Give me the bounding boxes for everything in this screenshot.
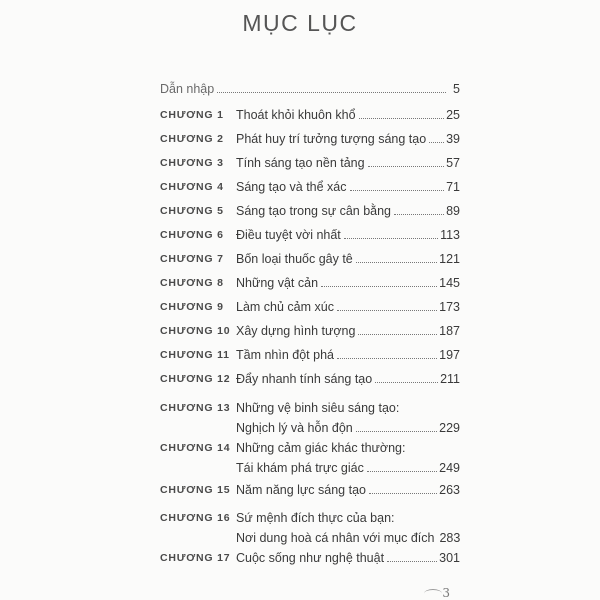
toc-entry-line: [160, 79, 460, 99]
leader-dots: [358, 333, 437, 335]
toc-entry-body: [160, 79, 460, 99]
leader-dots: [217, 91, 446, 93]
page-folio: 3: [442, 586, 450, 600]
toc-entry-title: Tính sáng tạo nền tảng: [236, 156, 365, 170]
toc-entry-chapter: [160, 249, 460, 269]
toc-page-number: 211: [440, 372, 460, 386]
toc-entry-chapter: [160, 129, 460, 149]
toc-entry-line: [236, 418, 460, 438]
toc-page-number: 25: [446, 108, 460, 122]
toc-entry-chapter: [160, 345, 460, 365]
chapter-label: CHƯƠNG 5: [160, 205, 224, 217]
chapter-label: CHƯƠNG 9: [160, 301, 224, 313]
toc-page-number: 301: [439, 551, 460, 565]
leader-dots: [394, 213, 444, 215]
toc-page-number: 39: [446, 132, 460, 146]
toc-entry-title: Xây dựng hình tượng: [236, 324, 356, 338]
leader-dots: [359, 117, 445, 119]
toc-entry-title: Phát huy trí tưởng tượng sáng tạo: [236, 132, 427, 146]
toc-entry-line: [236, 508, 460, 528]
toc-entry-title: Đẩy nhanh tính sáng tạo: [236, 372, 373, 386]
toc-entry-chapter: [160, 321, 460, 341]
toc-entry-chapter: [160, 480, 460, 500]
chapter-label: CHƯƠNG 8: [160, 277, 224, 289]
toc-entry-line: [236, 398, 460, 418]
toc-entry-line: [236, 345, 460, 365]
toc-page-number: 229: [439, 421, 460, 435]
toc-entry-intro: [160, 79, 460, 99]
toc-entry-title: Sáng tạo và thể xác: [236, 180, 347, 194]
toc-entry-body: [236, 398, 460, 438]
toc-entry-chapter: [160, 369, 460, 389]
toc-entry-title: Làm chủ cảm xúc: [236, 300, 334, 314]
leader-dots: [337, 357, 437, 359]
toc-entry-line: [236, 458, 460, 478]
toc-page-number: 57: [446, 156, 460, 170]
toc-entry-title: Những vật cản: [236, 276, 319, 290]
chapter-label: CHƯƠNG 13: [160, 402, 231, 414]
toc-entry-title: Những vệ binh siêu sáng tạo:: [236, 401, 400, 415]
chapter-label: CHƯƠNG 6: [160, 229, 224, 241]
toc-entry-line: [236, 548, 460, 568]
toc-page-number: 89: [446, 204, 460, 218]
toc-entry-title: Tầm nhìn đột phá: [236, 348, 334, 362]
toc-entry-body: [236, 177, 460, 197]
chapter-label: CHƯƠNG 4: [160, 181, 224, 193]
toc-entry-body: [236, 438, 460, 478]
toc-entry-line: [236, 129, 460, 149]
toc-entry-line: [236, 249, 460, 269]
toc-entry-chapter: [160, 273, 460, 293]
toc-entry-body: [236, 105, 460, 125]
leader-dots: [337, 309, 437, 311]
toc-entry-title: Bốn loại thuốc gây tê: [236, 252, 353, 266]
leader-dots: [344, 237, 438, 239]
leader-dots: [429, 141, 444, 143]
toc-entry-title: Sáng tạo trong sự cân bằng: [236, 204, 392, 218]
toc-entry-line: [236, 177, 460, 197]
toc-entry-title: Cuộc sống như nghệ thuật: [236, 551, 385, 565]
toc-page-number: 71: [446, 180, 460, 194]
toc-entry-body: [236, 508, 460, 548]
toc-entry-body: [236, 345, 460, 365]
chapter-label: CHƯƠNG 3: [160, 157, 224, 169]
chapter-label: CHƯƠNG 11: [160, 349, 230, 361]
toc-entry-chapter: [160, 105, 460, 125]
toc-entry-body: [236, 201, 460, 221]
toc-entry-title: Những cảm giác khác thường:: [236, 441, 406, 455]
toc-entry-line: [236, 105, 460, 125]
toc-entry-title: Điều tuyệt vời nhất: [236, 228, 341, 242]
toc-page-number: 283: [439, 531, 461, 545]
chapter-label: CHƯƠNG 12: [160, 373, 231, 385]
toc-page-number: 145: [439, 276, 460, 290]
leader-dots: [356, 261, 437, 263]
toc-page-number: 249: [439, 461, 460, 475]
toc-entry-line: [236, 153, 460, 173]
leader-dots: [367, 470, 437, 472]
toc-entry-line: [236, 480, 460, 500]
toc-entry-body: [236, 369, 460, 389]
toc-entry-body: [236, 321, 460, 341]
toc-page-number: 113: [440, 228, 460, 242]
toc-page-number: 263: [439, 483, 460, 497]
chapter-label: CHƯƠNG 7: [160, 253, 224, 265]
chapter-label: CHƯƠNG 14: [160, 442, 231, 454]
toc-entry-chapter: [160, 398, 460, 438]
leader-dots: [375, 381, 438, 383]
toc-entry-title: Thoát khỏi khuôn khổ: [236, 108, 356, 122]
chapter-label: CHƯƠNG 1: [160, 109, 224, 121]
toc-entry-title: Tái khám phá trực giác: [236, 461, 364, 475]
leader-dots: [321, 285, 437, 287]
toc-entry-body: [236, 548, 460, 568]
toc-entry-line: [236, 369, 460, 389]
chapter-label: CHƯƠNG 10: [160, 325, 231, 337]
toc-page-number: 173: [439, 300, 460, 314]
page-title: MỤC LỤC: [242, 10, 358, 36]
toc-entry-title: Sứ mệnh đích thực của bạn:: [236, 511, 395, 525]
toc-entry-line: [236, 528, 460, 548]
toc-entry-line: [236, 321, 460, 341]
toc-entry-line: [236, 297, 460, 317]
chapter-label: CHƯƠNG 16: [160, 512, 231, 524]
toc-entry-chapter: [160, 297, 460, 317]
toc-entry-chapter: [160, 177, 460, 197]
toc-entry-body: [236, 225, 460, 245]
toc-entry-chapter: [160, 225, 460, 245]
toc-entry-line: [236, 201, 460, 221]
leader-dots: [369, 492, 437, 494]
toc-entry-chapter: [160, 153, 460, 173]
toc-page-number: 5: [453, 82, 460, 96]
toc-entry-chapter: [160, 201, 460, 221]
toc-entry-body: [236, 480, 460, 500]
toc-entry-body: [236, 153, 460, 173]
toc-page-number: 197: [439, 348, 460, 362]
chapter-label: CHƯƠNG 17: [160, 552, 231, 564]
toc-entry-chapter: [160, 548, 460, 568]
toc-page-number: 121: [439, 252, 460, 266]
toc-entry-chapter: [160, 438, 460, 478]
toc-entry-title: Nơi dung hoà cá nhân với mục đích: [236, 531, 435, 545]
toc-entry-line: [236, 438, 460, 458]
toc-entry-body: [236, 273, 460, 293]
chapter-label: CHƯƠNG 2: [160, 133, 224, 145]
toc-entry-chapter: [160, 508, 460, 548]
toc-entry-body: [236, 249, 460, 269]
folio-ornament-icon: [424, 589, 442, 598]
leader-dots: [387, 560, 437, 562]
leader-dots: [350, 189, 445, 191]
toc-page-number: 187: [439, 324, 460, 338]
toc-entry-title: Dẫn nhập: [160, 82, 215, 96]
toc-entry-line: [236, 225, 460, 245]
toc-entry-title: Năm năng lực sáng tạo: [236, 483, 366, 497]
toc-entry-body: [236, 297, 460, 317]
leader-dots: [368, 165, 445, 167]
leader-dots: [356, 430, 437, 432]
chapter-label: CHƯƠNG 15: [160, 484, 231, 496]
toc-entry-line: [236, 273, 460, 293]
toc-entry-body: [236, 129, 460, 149]
toc-entry-title: Nghịch lý và hỗn độn: [236, 421, 353, 435]
